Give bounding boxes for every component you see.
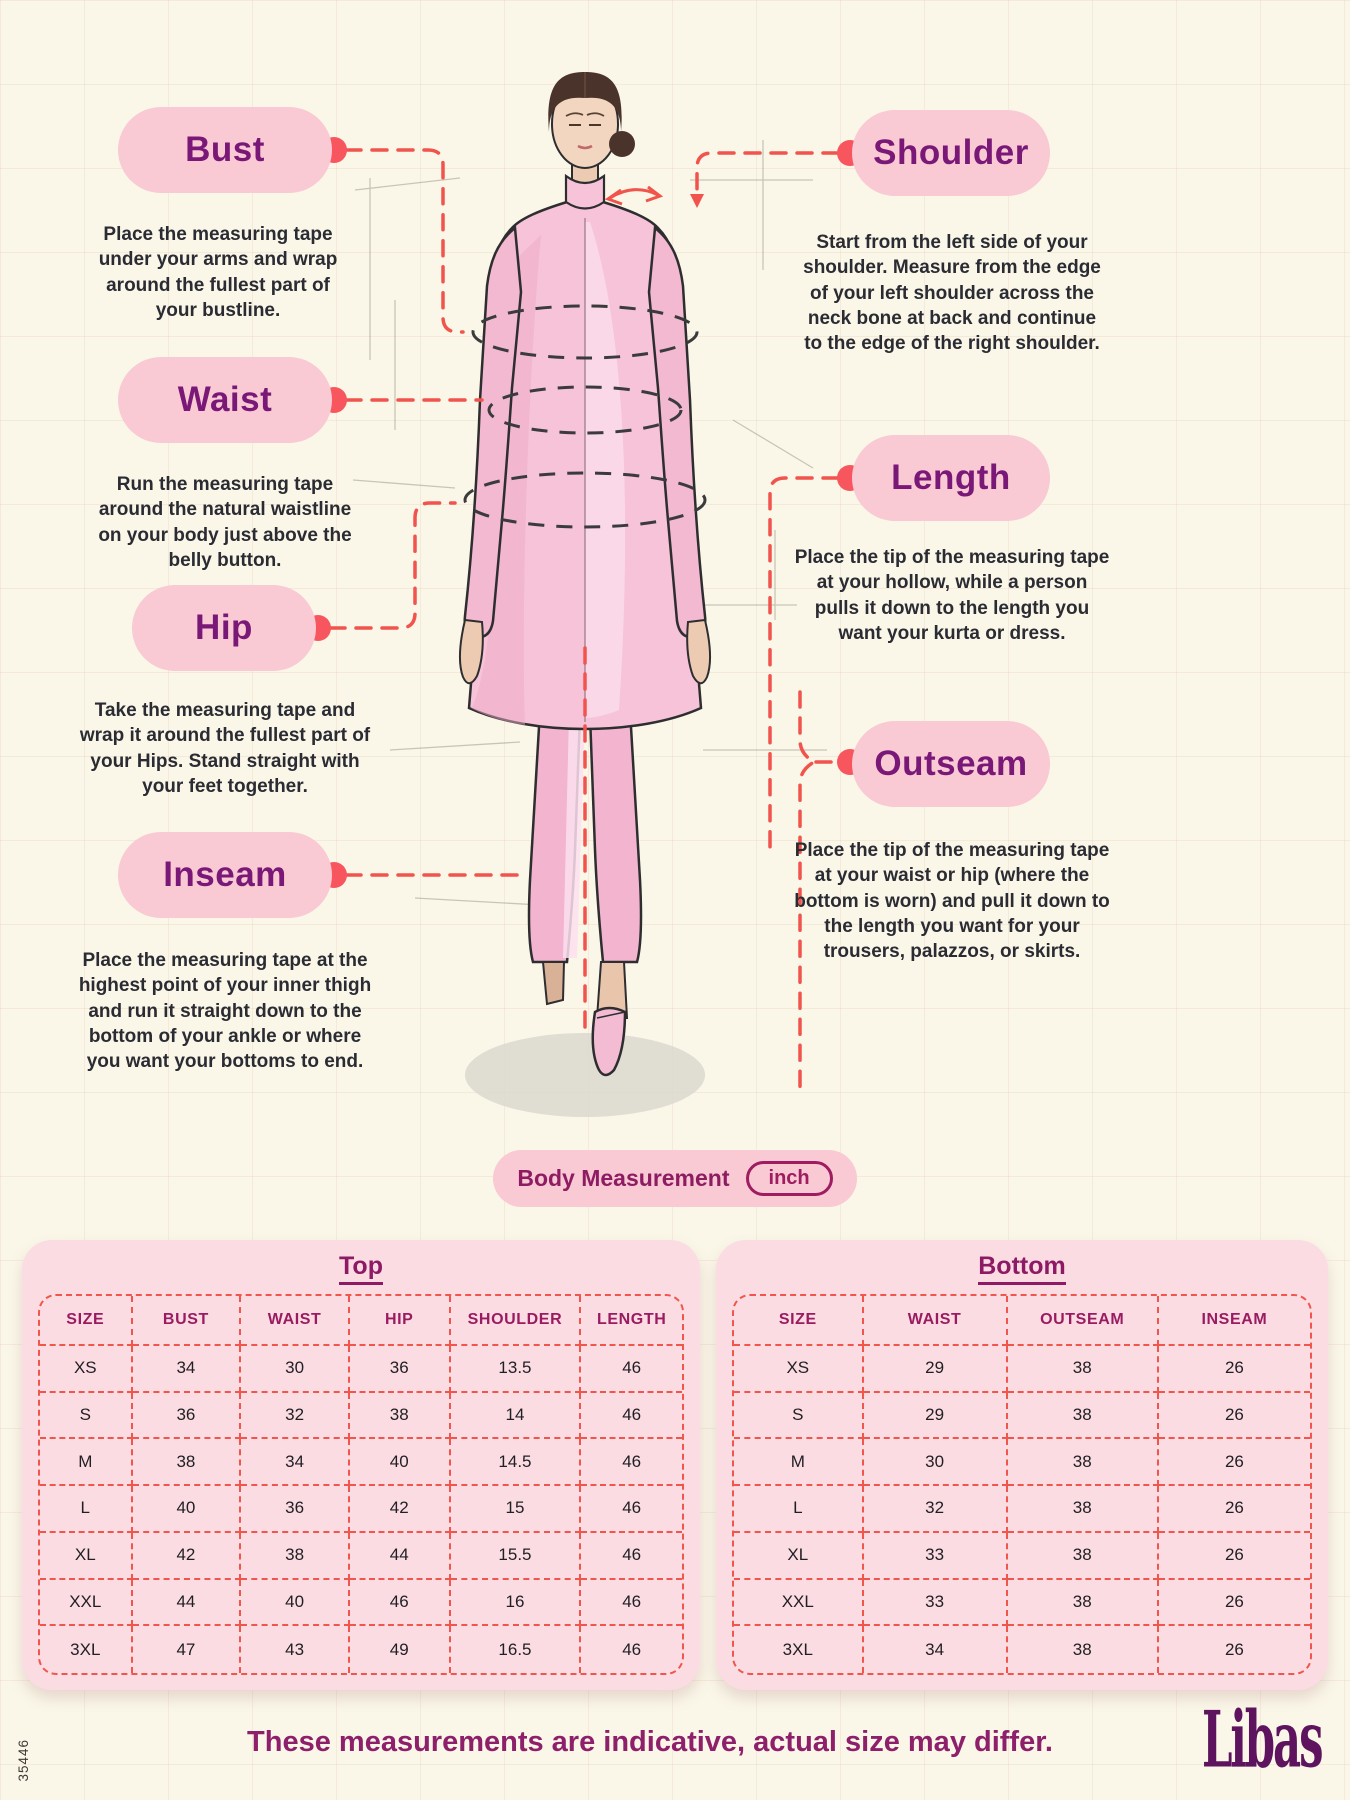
top-size-card — [22, 1240, 700, 1690]
outseam-description: Place the tip of the measuring tape at your waist or hip (where the bottom is worn) and pull it down to the length you want for your trousers, palazzos, or skirts. — [794, 840, 1110, 963]
size-table-cell: XXL — [734, 1580, 864, 1627]
size-table-header-cell: INSEAM — [1159, 1296, 1310, 1346]
size-table-cell: 38 — [241, 1533, 350, 1580]
size-table-cell: S — [734, 1393, 864, 1440]
head — [548, 72, 635, 209]
shoulder-description: Start from the left side of your shoulder. Measure from the edge of your left shoulder across the neck bone at back and continue to the edge of the right shoulder. — [803, 232, 1101, 355]
size-table-cell: 3XL — [40, 1626, 133, 1673]
size-table-cell: 46 — [581, 1486, 682, 1533]
disclaimer-note: These measurements are indicative, actual size may differ. — [247, 1726, 1053, 1758]
size-table-cell: 13.5 — [451, 1346, 582, 1393]
size-table-header-cell: LENGTH — [581, 1296, 682, 1346]
length-pill — [852, 435, 1050, 521]
shoulder-label: Shoulder — [873, 133, 1029, 172]
size-table-cell: 26 — [1224, 1639, 1244, 1659]
body-measurement-label: Body Measurement — [517, 1165, 730, 1191]
size-table-cell: 46 — [581, 1533, 682, 1580]
size-table-cell: 38 — [133, 1439, 242, 1486]
size-table-cell: 36 — [241, 1486, 350, 1533]
size-table-header-cell: BUST — [133, 1296, 242, 1346]
size-table-header-cell: WAIST — [241, 1296, 350, 1346]
size-table-cell: S — [40, 1393, 133, 1440]
size-table-cell: 38 — [1008, 1346, 1159, 1393]
size-table-cell: XS — [40, 1346, 133, 1393]
size-table-cell: 47 — [133, 1626, 242, 1673]
size-table-cell: XL — [40, 1533, 133, 1580]
waist-label: Waist — [177, 380, 273, 419]
size-table-cell: 49 — [350, 1626, 451, 1673]
inseam-pill — [118, 832, 332, 918]
length-description: Place the tip of the measuring tape at your hollow, while a person pulls it down to the length you want your kurta or dress. — [794, 547, 1110, 644]
length-label: Length — [891, 458, 1011, 497]
size-table-cell: L — [734, 1486, 864, 1533]
hip-description: Take the measuring tape and wrap it around the fullest part of your Hips. Stand straight with your feet together. — [79, 700, 371, 797]
body-measurement-bar — [493, 1150, 857, 1207]
size-table-cell: 38 — [1008, 1533, 1159, 1580]
size-table-cell: 29 — [864, 1393, 1008, 1440]
size-table-cell: L — [40, 1486, 133, 1533]
hip-pill — [132, 585, 316, 671]
bottom-size-card — [716, 1240, 1328, 1690]
bust-label: Bust — [185, 130, 265, 169]
size-table-cell: 32 — [241, 1393, 350, 1440]
figure-illustration-area — [335, 60, 835, 1145]
size-table-cell: 29 — [864, 1346, 1008, 1393]
size-table-header-cell: OUTSEAM — [1008, 1296, 1159, 1346]
size-table-cell: M — [40, 1439, 133, 1486]
size-table-cell: 26 — [1159, 1346, 1310, 1393]
style-code-vertical: 35446 — [16, 1739, 31, 1782]
top-size-table — [38, 1294, 684, 1675]
size-table-cell: 44 — [350, 1533, 451, 1580]
size-table-cell: 38 — [350, 1393, 451, 1440]
size-table-cell: 38 — [1008, 1439, 1159, 1486]
size-table-header-cell: WAIST — [864, 1296, 1008, 1346]
top-table-title: Top — [22, 1252, 700, 1281]
hip-label: Hip — [195, 608, 253, 647]
floor-shadow — [465, 1033, 705, 1117]
size-table-cell: XXL — [40, 1580, 133, 1627]
size-table-cell: 30 — [864, 1439, 1008, 1486]
unit-toggle[interactable]: inch — [746, 1161, 833, 1196]
brand-logo: Libas — [1202, 1694, 1322, 1786]
size-table-cell: 46 — [581, 1393, 682, 1440]
waist-description: Run the measuring tape around the natural waistline on your body just above the belly button. — [98, 474, 352, 571]
size-table-cell: 26 — [1159, 1439, 1310, 1486]
outseam-label: Outseam — [874, 744, 1028, 783]
size-table-cell: 36 — [133, 1393, 242, 1440]
inseam-description: Place the measuring tape at the highest point of your inner thigh and run it straight down to the bottom of your ankle or where you want your bottoms to end. — [78, 950, 372, 1073]
size-table-cell: 42 — [350, 1486, 451, 1533]
size-table-cell: 46 — [350, 1580, 451, 1627]
size-table-cell: 26 — [1159, 1580, 1310, 1627]
size-table-header-cell: SHOULDER — [451, 1296, 582, 1346]
size-table-cell: XS — [734, 1346, 864, 1393]
size-table-cell: 46 — [581, 1346, 682, 1393]
size-table-cell: 30 — [241, 1346, 350, 1393]
bottom-size-table — [732, 1294, 1312, 1675]
size-table-cell: 43 — [241, 1626, 350, 1673]
size-table-cell: 40 — [241, 1580, 350, 1627]
size-table-cell: 14 — [451, 1393, 582, 1440]
bust-description: Place the measuring tape under your arms and wrap around the fullest part of your bustline. — [98, 224, 338, 321]
size-table-cell: XL — [734, 1533, 864, 1580]
size-table-cell: 15 — [451, 1486, 582, 1533]
size-table-header-cell: SIZE — [40, 1296, 133, 1346]
size-table-cell: 46 — [622, 1639, 642, 1659]
size-table-cell: 33 — [864, 1580, 1008, 1627]
size-table-cell: 3XL — [734, 1626, 864, 1673]
size-table-cell: 40 — [133, 1486, 242, 1533]
size-table-cell: 34 — [241, 1439, 350, 1486]
bust-pill — [118, 107, 332, 193]
size-table-cell: 38 — [1008, 1393, 1159, 1440]
size-table-cell: 16 — [451, 1580, 582, 1627]
size-table-cell: 36 — [350, 1346, 451, 1393]
bottom-table-title: Bottom — [716, 1252, 1328, 1281]
size-table-cell: 16.5 — [451, 1626, 582, 1673]
outseam-pill — [852, 721, 1050, 807]
inseam-label: Inseam — [163, 855, 287, 894]
shoulder-pill — [852, 110, 1050, 196]
size-table-cell: M — [734, 1439, 864, 1486]
size-table-cell: 15.5 — [451, 1533, 582, 1580]
size-table-cell: 38 — [1008, 1486, 1159, 1533]
size-table-cell: 26 — [1159, 1533, 1310, 1580]
pants — [529, 710, 641, 962]
size-table-cell: 34 — [133, 1346, 242, 1393]
waist-pill — [118, 357, 332, 443]
size-table-header-cell: SIZE — [734, 1296, 864, 1346]
size-table-cell: 38 — [1008, 1626, 1159, 1673]
size-table-cell: 26 — [1159, 1393, 1310, 1440]
size-table-cell: 40 — [350, 1439, 451, 1486]
size-table-header-cell: HIP — [350, 1296, 451, 1346]
size-table-cell: 46 — [581, 1439, 682, 1486]
size-table-cell: 34 — [864, 1626, 1008, 1673]
size-table-cell: 46 — [581, 1580, 682, 1627]
size-table-cell: 44 — [133, 1580, 242, 1627]
size-table-cell: 32 — [864, 1486, 1008, 1533]
size-table-cell: 26 — [1159, 1486, 1310, 1533]
size-table-cell: 38 — [1008, 1580, 1159, 1627]
size-table-cell: 33 — [864, 1533, 1008, 1580]
size-table-cell: 42 — [133, 1533, 242, 1580]
fashion-figure-illustration — [335, 60, 835, 1145]
size-table-cell: 14.5 — [451, 1439, 582, 1486]
